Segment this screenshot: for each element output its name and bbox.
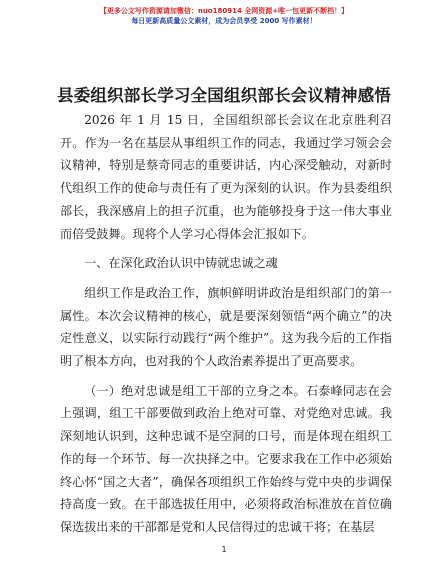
document-title: 县委组织部长学习全国组织部长会议精神感悟 (57, 86, 391, 105)
page-number: 1 (221, 545, 227, 554)
body-paragraph: 组织工作是政治工作，旗帜鲜明讲政治是组织部门的第一属性。本次会议精神的核心，就是要深刻领悟“两个确立”的决定性意义，以实际行动践行“两个维护”。这为我今后的工作指明了根本方向，也对我的个人政治素养提出了更高要求。 (60, 285, 392, 369)
promo-header (0, 6, 448, 26)
intro-paragraph: 2026 年 1 月 15 日，全国组织部长会议在北京胜利召开。作为一名在基层从事组织工作的同志，我通过学习领会会议精神，特别是蔡奇同志的重要讲话，内心深受触动，对新时代组织工作的使命与责任有了更为深刻的认识。作为县委组织部长，我深感肩上的担子沉重，也为能够投身于这一伟大事业而倍受鼓舞。现将个人学习心得体会汇报如下。 (60, 113, 392, 241)
document-body (60, 109, 392, 539)
section-heading: 一、在深化政治认识中铸就忠诚之魂 (84, 256, 278, 271)
promo-line-2: 每日更新高质量公文素材，成为会员享受 2000 写作素材！ (131, 17, 317, 25)
promo-line-1: 【更多公文写作资源请加微信：nuo180914 全网资源+唯一包更新不断档！】 (99, 7, 349, 15)
body-paragraph: （一）绝对忠诚是组工干部的立身之本。石泰峰同志在会上强调，组工干部要做到政治上绝对可靠、对党绝对忠诚。我深刻地认识到，这种忠诚不是空洞的口号，而是体现在组织工作的每一个环节、每一次抉择之中。它要求我在工作中必须始终心怀“国之大者”，确保各项组织工作始终与党中央的步调保持高度一致。在干部选拔任用中，必须将政治标准放在首位确保选拔出来的干部都是党和人民信得过的忠诚干将；在基层 (60, 383, 392, 534)
